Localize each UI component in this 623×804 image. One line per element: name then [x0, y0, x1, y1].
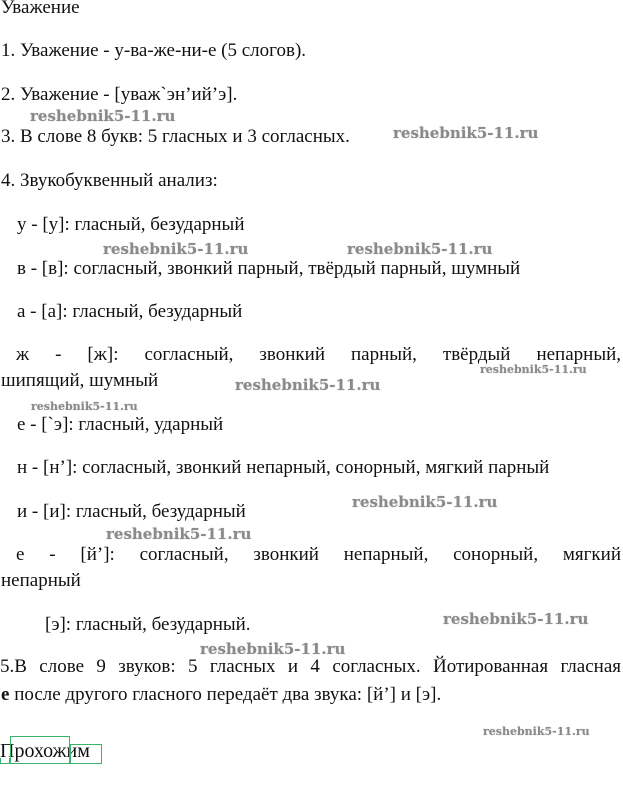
analysis-e-iot-line2: непарный: [1, 570, 81, 591]
item-analysis-heading: 4. Звукобуквенный анализ:: [1, 170, 218, 191]
watermark: reshebnik5-11.ru: [443, 610, 589, 628]
analysis-i: и - [и]: гласный, безударный: [17, 501, 246, 522]
root-box: [10, 736, 70, 764]
watermark: reshebnik5-11.ru: [480, 363, 587, 376]
watermark: reshebnik5-11.ru: [103, 240, 249, 258]
watermark: reshebnik5-11.ru: [106, 525, 252, 543]
analysis-e-iot-line1: е - [й’]: согласный, звонкий непарный, сонорный, мягкий: [16, 544, 621, 565]
next-word-text: Прохожим: [0, 740, 90, 762]
watermark: reshebnik5-11.ru: [31, 400, 138, 413]
item-letters: 3. В слове 8 букв: 5 гласных и 3 согласных.: [1, 126, 350, 147]
watermark: reshebnik5-11.ru: [483, 725, 590, 738]
summary-line2: [1, 684, 441, 706]
watermark: reshebnik5-11.ru: [200, 640, 346, 658]
watermark: reshebnik5-11.ru: [235, 376, 381, 394]
ending-box: [70, 744, 102, 764]
watermark: reshebnik5-11.ru: [352, 493, 498, 511]
analysis-n: н - [н’]: согласный, звонкий непарный, сонорный, мягкий парный: [17, 457, 550, 478]
next-word: [0, 738, 100, 764]
analysis-e-stressed: е - [`э]: гласный, ударный: [17, 414, 224, 435]
watermark: reshebnik5-11.ru: [393, 124, 539, 142]
summary-line2-text: после другого гласного передаёт два звука: [й’] и [э].: [9, 684, 442, 705]
watermark: reshebnik5-11.ru: [30, 107, 176, 125]
bold-letter-e: е: [1, 684, 10, 705]
summary-line1: 5.В слове 9 звуков: 5 гласных и 4 согласных. Йотированная гласная: [0, 656, 621, 677]
analysis-u: у - [у]: гласный, безударный: [17, 214, 245, 235]
item-transcription: 2. Уважение - [уваж`эн’ий’э].: [1, 84, 238, 105]
analysis-zh-line1: ж - [ж]: согласный, звонкий парный, твёрдый непарный,: [16, 344, 621, 365]
analysis-zh-line2: шипящий, шумный: [1, 370, 159, 391]
analysis-a: а - [а]: гласный, безударный: [17, 301, 243, 322]
prefix-box: [0, 758, 10, 764]
analysis-v: в - [в]: согласный, звонкий парный, твёрдый парный, шумный: [17, 258, 521, 279]
item-syllables: 1. Уважение - у-ва-же-ни-е (5 слогов).: [1, 40, 307, 61]
page-title: Уважение: [1, 0, 80, 18]
watermark: reshebnik5-11.ru: [347, 240, 493, 258]
analysis-e-vowel: [э]: гласный, безударный.: [45, 614, 251, 635]
